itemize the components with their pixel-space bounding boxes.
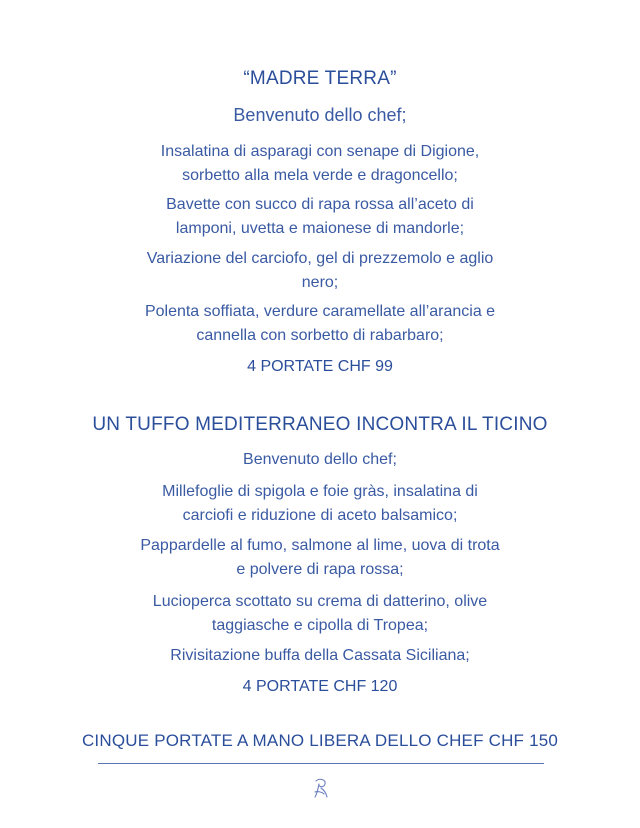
menu2-title: UN TUFFO MEDITERRANEO INCONTRA IL TICINO: [92, 414, 548, 435]
menu1-title: “MADRE TERRA”: [243, 68, 397, 89]
menu3-title: CINQUE PORTATE A MANO LIBERA DELLO CHEF CHF 150: [81, 731, 559, 750]
menu2-price: 4 PORTATE CHF 120: [242, 678, 398, 695]
menu1-dish-3: Variazione del carciofo, gel di prezzemolo e aglio nero;: [146, 250, 494, 291]
menu1-dish-4: Polenta soffiata, verdure caramellate all’arancia e cannella con sorbetto di rabarbaro;: [144, 303, 496, 344]
footer-divider: [98, 763, 544, 764]
menu2-dish-4: Rivisitazione buffa della Cassata Siciliana;: [170, 647, 470, 664]
menu2-welcome: Benvenuto dello chef;: [243, 451, 397, 468]
menu1-dish-1: Insalatina di asparagi con senape di Digione, sorbetto alla mela verde e dragoncello;: [160, 143, 480, 184]
menu2-dish-2: Pappardelle al fumo, salmone al lime, uova di trota e polvere di rapa rossa;: [140, 537, 500, 578]
monogram-logo-icon: [312, 776, 330, 800]
menu2-dish-3: Lucioperca scottato su crema di datterino, olive taggiasche e cipolla di Tropea;: [152, 593, 488, 634]
menu1-price: 4 PORTATE CHF 99: [247, 358, 393, 375]
menu1-dish-2: Bavette con succo di rapa rossa all’aceto di lamponi, uvetta e maionese di mandorle;: [166, 196, 474, 237]
menu1-welcome: Benvenuto dello chef;: [233, 105, 407, 125]
menu2-dish-1: Millefoglie di spigola e foie gràs, insalatina di carciofi e riduzione di aceto balsamico;: [162, 483, 478, 524]
